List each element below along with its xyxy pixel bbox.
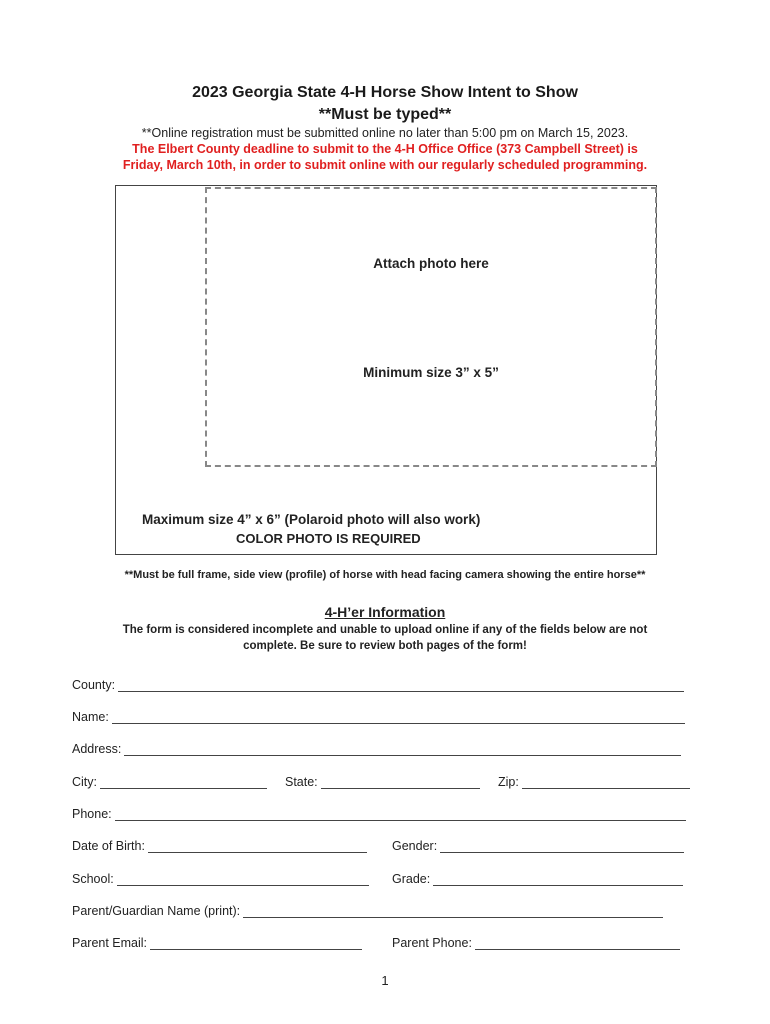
date-of-birth-label: Date of Birth: bbox=[72, 839, 145, 853]
form-title: 2023 Georgia State 4-H Horse Show Intent to Show bbox=[192, 84, 578, 101]
gender-line[interactable] bbox=[440, 841, 684, 853]
city-line[interactable] bbox=[100, 777, 267, 789]
state-line[interactable] bbox=[321, 777, 480, 789]
gender-field[interactable] bbox=[392, 839, 684, 853]
phone-line[interactable] bbox=[115, 809, 686, 821]
date-of-birth-line[interactable] bbox=[148, 841, 367, 853]
attach-photo-label: Attach photo here bbox=[373, 256, 489, 271]
parent-phone-line[interactable] bbox=[475, 938, 680, 950]
school-line[interactable] bbox=[117, 874, 369, 886]
name-label: Name: bbox=[72, 710, 109, 724]
full-frame-note: **Must be full frame, side view (profile) of horse with head facing camera showing the entire horse** bbox=[124, 569, 646, 581]
state-label: State: bbox=[285, 775, 318, 789]
minimum-size-label: Minimum size 3” x 5” bbox=[363, 365, 499, 380]
phone-field[interactable] bbox=[72, 807, 686, 821]
parent-phone-label: Parent Phone: bbox=[392, 936, 472, 950]
online-registration-note: **Online registration must be submitted online no later than 5:00 pm on March 15, 2023. bbox=[141, 126, 629, 140]
parent-name-label: Parent/Guardian Name (print): bbox=[72, 904, 241, 918]
page-number: 1 bbox=[381, 973, 389, 988]
must-be-typed-note: **Must be typed** bbox=[318, 106, 452, 123]
county-deadline-line-2: Friday, March 10th, in order to submit online with our regularly scheduled programming. bbox=[122, 158, 648, 172]
city-label: City: bbox=[72, 775, 97, 789]
school-label: School: bbox=[72, 872, 114, 886]
county-field[interactable] bbox=[72, 678, 684, 692]
grade-line[interactable] bbox=[433, 874, 683, 886]
phone-label: Phone: bbox=[72, 807, 112, 821]
address-label: Address: bbox=[72, 742, 122, 756]
parent-phone-field[interactable] bbox=[392, 936, 680, 950]
county-label: County: bbox=[72, 678, 116, 692]
zip-label: Zip: bbox=[498, 775, 519, 789]
color-photo-required-label: COLOR PHOTO IS REQUIRED bbox=[236, 531, 421, 546]
name-field[interactable] bbox=[72, 710, 685, 724]
gender-label: Gender: bbox=[392, 839, 438, 853]
parent-name-field[interactable] bbox=[72, 904, 663, 918]
city-field[interactable] bbox=[72, 775, 267, 789]
incomplete-warning-line-1: The form is considered incomplete and unable to upload online if any of the fields below are not bbox=[122, 624, 648, 636]
zip-line[interactable] bbox=[522, 777, 690, 789]
name-line[interactable] bbox=[112, 712, 685, 724]
address-field[interactable] bbox=[72, 742, 681, 756]
address-line[interactable] bbox=[124, 744, 681, 756]
parent-name-line[interactable] bbox=[243, 906, 663, 918]
state-field[interactable] bbox=[285, 775, 480, 789]
school-field[interactable] bbox=[72, 872, 369, 886]
incomplete-warning-line-2: complete. Be sure to review both pages of the form! bbox=[243, 640, 527, 652]
parent-email-field[interactable] bbox=[72, 936, 362, 950]
grade-field[interactable] bbox=[392, 872, 683, 886]
photo-attach-zone[interactable] bbox=[205, 187, 657, 467]
maximum-size-label: Maximum size 4” x 6” (Polaroid photo will also work) bbox=[142, 512, 481, 527]
parent-email-label: Parent Email: bbox=[72, 936, 148, 950]
date-of-birth-field[interactable] bbox=[72, 839, 367, 853]
parent-email-line[interactable] bbox=[150, 938, 362, 950]
grade-label: Grade: bbox=[392, 872, 431, 886]
zip-field[interactable] bbox=[498, 775, 690, 789]
section-heading bbox=[0, 604, 770, 620]
county-deadline-line-1: The Elbert County deadline to submit to the 4-H Office Office (373 Campbell Street) is bbox=[132, 142, 638, 156]
section-heading-text: 4-H’er Information bbox=[324, 604, 446, 620]
county-line[interactable] bbox=[118, 680, 684, 692]
